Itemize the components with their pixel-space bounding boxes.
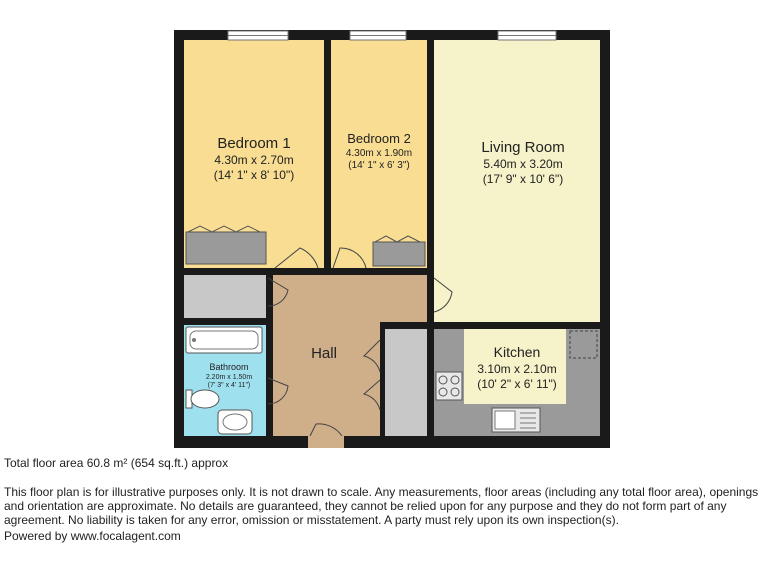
wall (324, 40, 331, 268)
front-door (308, 436, 344, 448)
total-floor-area: Total floor area 60.8 m² (654 sq.ft.) approx (4, 456, 229, 470)
wall (184, 268, 434, 275)
room-size: 3.10m x 2.10m (477, 362, 557, 376)
room-size: 5.40m x 3.20m (483, 157, 563, 171)
room-name: Bathroom (209, 362, 249, 372)
disclaimer: This floor plan is for illustrative purposes only. It is not drawn to scale. Any measurements, floor areas (including any total floor area), openings and orientation are approximate. No details are guaranteed, they cannot be relied upon for any purpose and they do not form part of any agreement. No liability is taken for any error, omission or misstatement. A party must rely upon its own inspection(s). (4, 485, 759, 527)
room-name: Hall (311, 345, 337, 362)
powered-by: Powered by www.focalagent.com (4, 529, 181, 543)
room-size-imperial: (14' 1" x 6' 3") (348, 160, 410, 171)
wall (380, 322, 490, 329)
room-size-imperial: (14' 1" x 8' 10") (213, 168, 295, 182)
room-name: Bedroom 1 (217, 135, 291, 152)
room-size-imperial: (17' 9" x 10' 6") (482, 172, 564, 186)
room-size: 4.30m x 2.70m (214, 153, 294, 167)
wall (546, 322, 600, 329)
room-name: Living Room (481, 139, 565, 156)
wall (266, 268, 273, 436)
room-name: Kitchen (493, 344, 541, 360)
room-size: 2.20m x 1.50m (205, 374, 253, 381)
storage-cupboard (184, 275, 266, 318)
counter (566, 329, 600, 436)
toilet (191, 390, 219, 408)
hall-cupboard (385, 329, 427, 436)
wardrobe (186, 232, 266, 264)
wall (427, 40, 434, 320)
room-name: Bedroom 2 (347, 131, 411, 146)
wardrobe (373, 242, 425, 266)
wall (380, 322, 385, 436)
room-size-imperial: (10' 2" x 6' 11") (477, 377, 557, 391)
room-size: 4.30m x 1.90m (345, 148, 413, 159)
room-size-imperial: (7' 3" x 4' 11") (207, 382, 251, 389)
wall (184, 318, 266, 325)
hob (436, 372, 462, 400)
